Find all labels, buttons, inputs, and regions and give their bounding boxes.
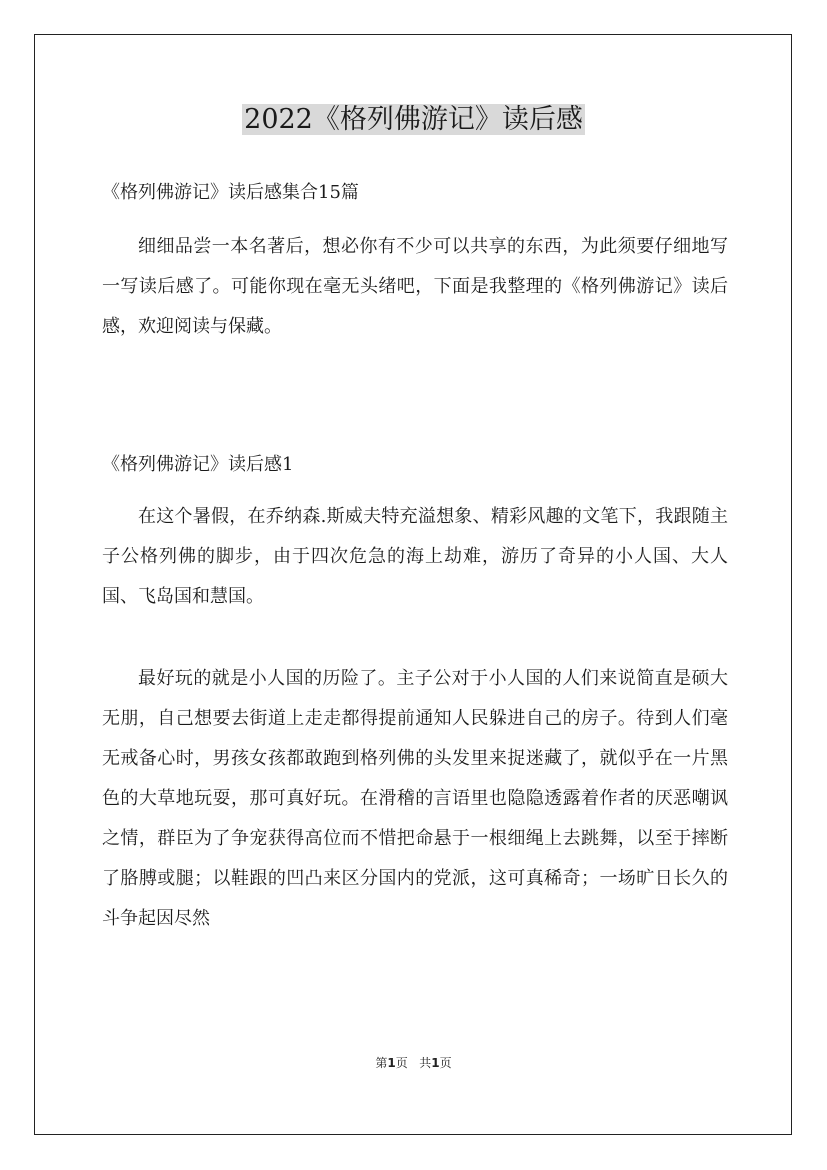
footer-page-unit: 页	[395, 1056, 408, 1070]
section-1-paragraph-1: 在这个暑假，在乔纳森.斯威夫特充溢想象、精彩风趣的文笔下，我跟随主子公格列佛的脚步，由于四次危急的海上劫难，游历了奇异的小人国、大人国、飞岛国和慧国。	[102, 506, 728, 607]
footer-page-prefix: 第	[375, 1056, 388, 1070]
document-title-text: 2022《格列佛游记》读后感	[244, 104, 583, 135]
document-title	[0, 100, 827, 140]
page-footer	[0, 1054, 827, 1071]
footer-total-number: 1	[431, 1056, 440, 1070]
section-1-paragraph-2: 最好玩的就是小人国的历险了。主子公对于小人国的人们来说简直是硕大无朋，自己想要去街道上走走都得提前通知人民躲进自己的房子。待到人们毫无戒备心时，男孩女孩都敢跑到格列佛的头发里来捉迷藏了，就似乎在一片黑色的大草地玩耍，那可真好玩。在滑稽的言语里也隐隐透露着作者的厌恶嘲讽之情，群臣为了争宠获得高位而不惜把命悬于一根细绳上去跳舞，以至于摔断了胳膊或腿；以鞋跟的凹凸来区分国内的党派，这可真稀奇；一场旷日长久的斗争起因尽然	[102, 668, 728, 929]
section-1-heading: 《格列佛游记》读后感1	[102, 454, 294, 475]
collection-heading: 《格列佛游记》读后感集合15篇	[102, 182, 359, 203]
intro-paragraph: 细细品尝一本名著后，想必你有不少可以共享的东西，为此须要仔细地写一写读后感了。可能你现在毫无头绪吧，下面是我整理的《格列佛游记》读后感，欢迎阅读与保藏。	[102, 236, 728, 337]
footer-total-prefix: 共	[419, 1056, 432, 1070]
footer-page-number: 1	[387, 1056, 396, 1070]
footer-total-unit: 页	[439, 1056, 452, 1070]
